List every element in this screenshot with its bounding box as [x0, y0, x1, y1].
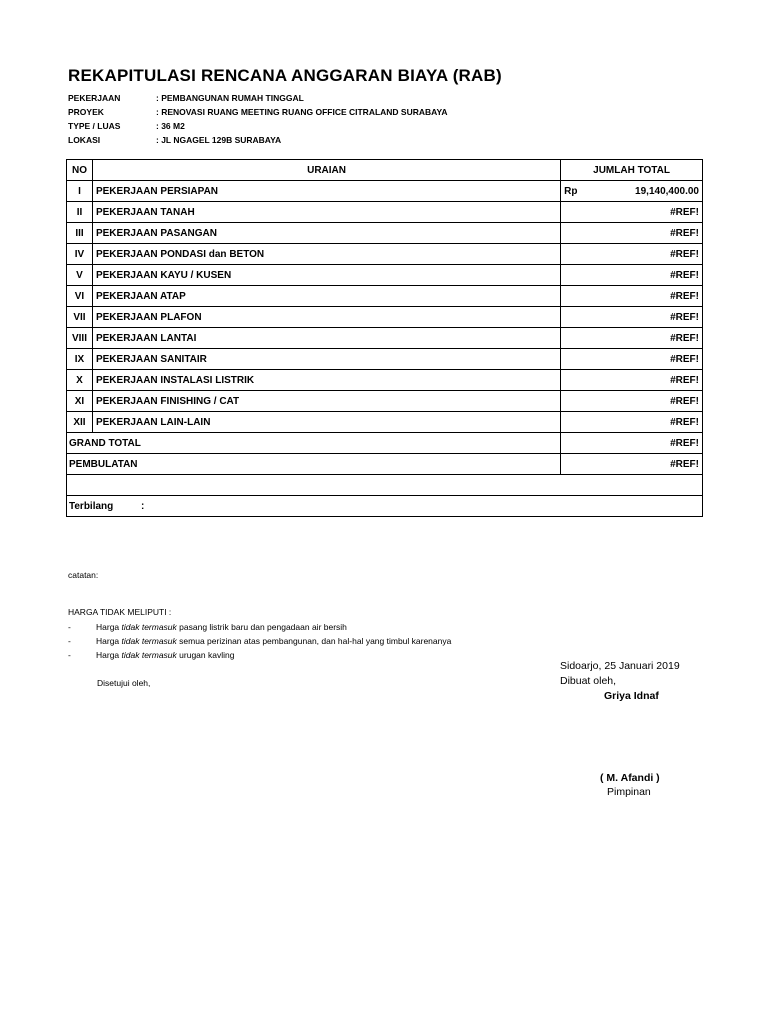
exclusions-list — [68, 620, 451, 662]
table-row: V PEKERJAAN KAYU / KUSEN #REF! — [67, 265, 703, 286]
catatan-label: catatan: — [68, 570, 99, 580]
pembulatan-row — [67, 454, 703, 475]
signatory-role: Pimpinan — [607, 786, 651, 798]
table-row: X PEKERJAAN INSTALASI LISTRIK #REF! — [67, 370, 703, 391]
terbilang-row — [67, 496, 703, 517]
info-row-proyek: PROYEK : RENOVASI RUANG MEETING RUANG OFFICE CITRALAND SURABAYA — [68, 107, 448, 117]
signatory-name: ( M. Afandi ) — [600, 772, 660, 784]
table-row: III PEKERJAAN PASANGAN #REF! — [67, 223, 703, 244]
pembulatan-value: #REF! — [561, 454, 703, 475]
table-row: VII PEKERJAAN PLAFON #REF! — [67, 307, 703, 328]
info-row-pekerjaan: PEKERJAAN : PEMBANGUNAN RUMAH TINGGAL — [68, 93, 304, 103]
header-jumlah: JUMLAH TOTAL — [561, 160, 703, 181]
grand-total-label: GRAND TOTAL — [67, 433, 561, 454]
empty-row — [67, 475, 703, 496]
table-row: II PEKERJAAN TANAH #REF! — [67, 202, 703, 223]
info-row-lokasi: LOKASI : JL NGAGEL 129B SURABAYA — [68, 135, 282, 145]
pembulatan-label: PEMBULATAN — [67, 454, 561, 475]
place-date: Sidoarjo, 25 Januari 2019 — [560, 660, 680, 672]
table-row: I PEKERJAAN PERSIAPAN Rp 19,140,400.00 — [67, 181, 703, 202]
grand-total-value: #REF! — [561, 433, 703, 454]
info-row-type-luas: TYPE / LUAS : 36 M2 — [68, 121, 185, 131]
rab-table — [66, 159, 703, 517]
approved-by-label: Disetujui oleh, — [97, 678, 151, 688]
project-info — [68, 91, 448, 147]
terbilang-colon: : — [141, 500, 145, 512]
terbilang-label: Terbilang — [69, 500, 114, 512]
table-row: IX PEKERJAAN SANITAIR #REF! — [67, 349, 703, 370]
company-name: Griya Idnaf — [604, 690, 659, 702]
table-header-row — [67, 160, 703, 181]
list-item: - Harga tidak termasuk pasang listrik baru dan pengadaan air bersih — [68, 622, 347, 632]
table-row: VI PEKERJAAN ATAP #REF! — [67, 286, 703, 307]
list-item: - Harga tidak termasuk semua perizinan atas pembangunan, dan hal-hal yang timbul karenanya — [68, 636, 452, 646]
header-no: NO — [67, 160, 93, 181]
grand-total-row — [67, 433, 703, 454]
exclusions-title: HARGA TIDAK MELIPUTI : — [68, 607, 172, 617]
currency-label: Rp — [564, 185, 578, 197]
table-row: VIII PEKERJAAN LANTAI #REF! — [67, 328, 703, 349]
list-item: - Harga tidak termasuk urugan kavling — [68, 650, 235, 660]
table-row: IV PEKERJAAN PONDASI dan BETON #REF! — [67, 244, 703, 265]
table-row: XII PEKERJAAN LAIN-LAIN #REF! — [67, 412, 703, 433]
table-row: XI PEKERJAAN FINISHING / CAT #REF! — [67, 391, 703, 412]
made-by-label: Dibuat oleh, — [560, 675, 617, 687]
header-uraian: URAIAN — [92, 160, 560, 181]
document-title: REKAPITULASI RENCANA ANGGARAN BIAYA (RAB) — [68, 66, 502, 85]
